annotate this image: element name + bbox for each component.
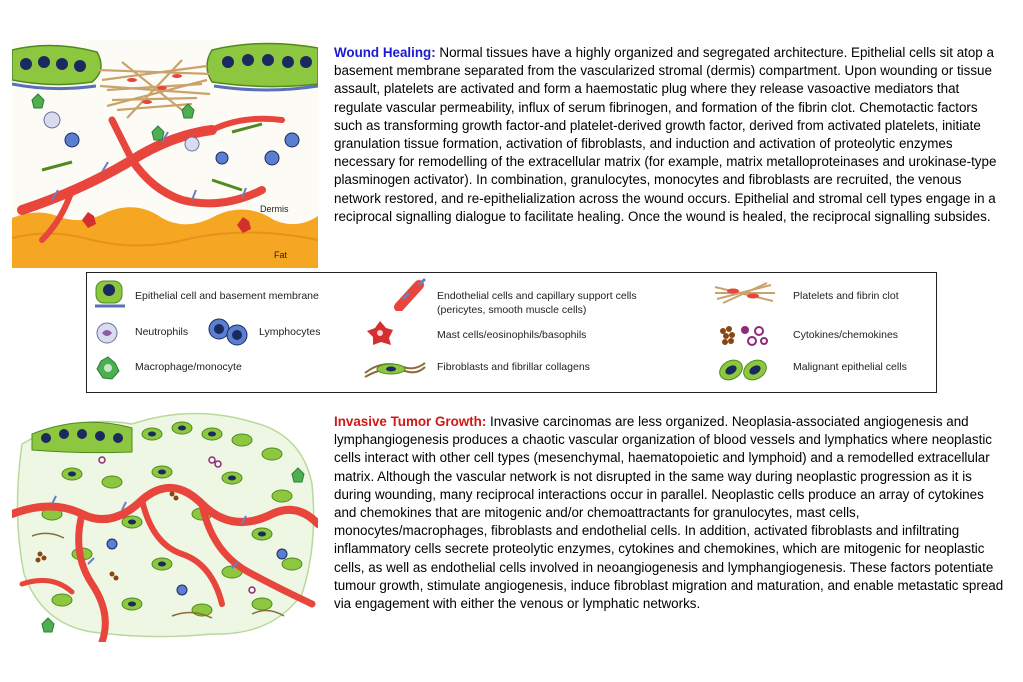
invasive-tumor-illustration bbox=[12, 404, 318, 642]
label-fat: Fat bbox=[274, 250, 288, 260]
wound-healing-heading: Wound Healing: bbox=[334, 45, 436, 60]
wound-healing-illustration bbox=[12, 40, 318, 268]
cell-type-legend bbox=[86, 272, 937, 393]
legend-neutrophils: Neutrophils bbox=[135, 326, 189, 338]
legend-platelets: Platelets and fibrin clot bbox=[793, 290, 899, 302]
epithelium-right bbox=[207, 43, 318, 90]
invasive-tumor-body: Invasive carcinomas are less organized. Neoplasia-associated angiogenesis and lymphangiogenesis produces a chaotic vascular organization of blood vessels and lymphatics where neoplastic cells interact with other cell types (mesenchymal, haematopoietic and lymphoid) and a remodelled extracellular matrix. Although the vascular network is not disrupted in the same way during neoplastic progression as it is during wounding, many reciprocal interactions occur in parallel. Neoplastic cells produce an array of cytokines and chemokines that are mitogenic and/or chemoattractants for granulocytes, mast cells, monocytes/macrophages, fibroblasts and endothelial cells. In addition, activated fibroblasts and infiltrating inflammatory cells secrete proteolytic enzymes, cytokines and chemokines, which are mitogenic for neoplastic cells, as well as endothelial cells involved in neoangiogenesis and lymphangiogenesis. These factors potentiate tumour growth, stimulate angiogenesis, induce fibroblast migration and maturation, and enable metastatic spread via engagement with either the venous or lymphatic networks. bbox=[334, 414, 1004, 612]
legend-macrophage: Macrophage/monocyte bbox=[135, 361, 242, 373]
invasive-tumor-diagram bbox=[12, 404, 318, 642]
label-dermis: Dermis bbox=[260, 204, 289, 214]
legend-fibroblasts: Fibroblasts and fibrillar collagens bbox=[437, 361, 590, 373]
platelet-icon bbox=[713, 281, 777, 307]
legend-epithelial: Epithelial cell and basement membrane bbox=[135, 290, 319, 302]
legend-malignant: Malignant epithelial cells bbox=[793, 361, 907, 373]
epithelium-left bbox=[12, 45, 101, 88]
neutrophil-icon bbox=[95, 321, 119, 345]
wound-healing-body: Normal tissues have a highly organized and segregated architecture. Epithelial cells sit atop a basement membrane separated from the vascularized stromal (dermis) compartment. Upon wounding or tissue assault, platelets are activated and form a haemostatic plug where they release vasoactive mediators that regulate vascular permeability, influx of serum fibrinogen, and formation of the fibrin clot. Chemotactic factors such as transforming growth factor-and platelet-derived growth factor, derived from activated platelets, initiate granulation tissue formation, activation of fibroblasts, and induction and activation of proteolytic enzymes necessary for remodelling of the extracellular matrix (for example, matrix metalloproteinases and urokinase-type plasminogen activator). In combination, granulocytes, monocytes and fibroblasts are recruited, the venous network restored, and re-epithelialization across the wound occurs. Epithelial and stromal cell types engage in a reciprocal signalling dialogue to facilitate healing. Once the wound is healed, the reciprocal signalling subsides. bbox=[334, 45, 997, 224]
lymphocyte-icon bbox=[205, 317, 253, 347]
epithelial-cell-icon bbox=[93, 279, 127, 309]
wound-healing-text bbox=[334, 44, 1004, 226]
invasive-tumor-heading: Invasive Tumor Growth: bbox=[334, 414, 487, 429]
legend-cytokines: Cytokines/chemokines bbox=[793, 329, 899, 341]
invasive-tumor-text bbox=[334, 413, 1004, 613]
wound-healing-diagram bbox=[12, 40, 318, 268]
legend-lymphocytes: Lymphocytes bbox=[259, 326, 321, 338]
legend-mast: Mast cells/eosinophils/basophils bbox=[437, 329, 587, 341]
cytokine-icon bbox=[717, 321, 773, 349]
legend-endothelial-1: Endothelial cells and capillary support cells bbox=[437, 290, 637, 302]
mast-cell-icon bbox=[365, 319, 395, 347]
malignant-cell-icon bbox=[717, 357, 769, 383]
macrophage-icon bbox=[95, 355, 121, 381]
fibroblast-icon bbox=[363, 355, 427, 381]
endothelial-cell-icon bbox=[393, 277, 429, 311]
legend-endothelial-2: (pericytes, smooth muscle cells) bbox=[437, 304, 587, 316]
